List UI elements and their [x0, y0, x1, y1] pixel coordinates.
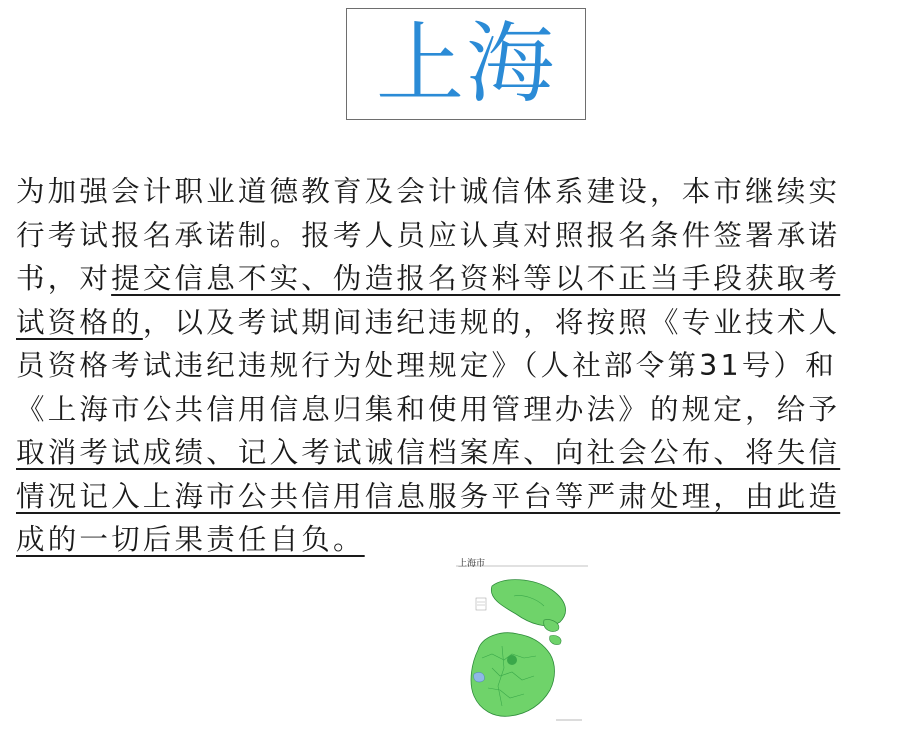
underlined-text: 情况记入上海市公共信用信息服务平台等严肃处理，由此造: [16, 479, 841, 513]
paragraph-line: [16, 301, 912, 345]
paragraph-line: [16, 257, 912, 301]
paragraph-line: [16, 431, 912, 475]
underlined-text: 提交信息不实、伪造报名资料等以不正当手段获取考: [111, 262, 841, 295]
paragraph-line: [16, 214, 912, 258]
underlined-text: 试资格的: [16, 305, 143, 339]
paragraph-line: [16, 170, 912, 214]
page-title: 上海: [375, 12, 556, 115]
shanghai-map: [452, 550, 592, 726]
map-title: 上海市: [458, 559, 486, 569]
underlined-text: 成的一切后果责任自负。: [16, 523, 365, 556]
paragraph-line: [16, 388, 912, 432]
paragraph-line: [16, 344, 912, 388]
notice-paragraph: [16, 170, 912, 562]
text-segment: ，以及考试期间违纪违规的，将按照《专业技术人: [142, 305, 841, 339]
text-segment: 书，对: [16, 262, 112, 295]
text-segment: 《上海市公共信用信息归集和使用管理办法》的规定，给予: [16, 392, 841, 426]
title-box: [346, 8, 586, 120]
underlined-text: 取消考试成绩、记入考试诚信档案库、向社会公布、将失信: [16, 436, 841, 469]
shanghai-map-image: [452, 550, 592, 726]
text-segment: 员资格考试违纪违规行为处理规定》（人社部令第31号）和: [16, 349, 837, 382]
text-segment: 行考试报名承诺制。报考人员应认真对照报名条件签署承诺: [16, 218, 841, 252]
text-segment: 为加强会计职业道德教育及会计诚信体系建设，本市继续实: [16, 175, 841, 208]
paragraph-line: [16, 475, 912, 519]
